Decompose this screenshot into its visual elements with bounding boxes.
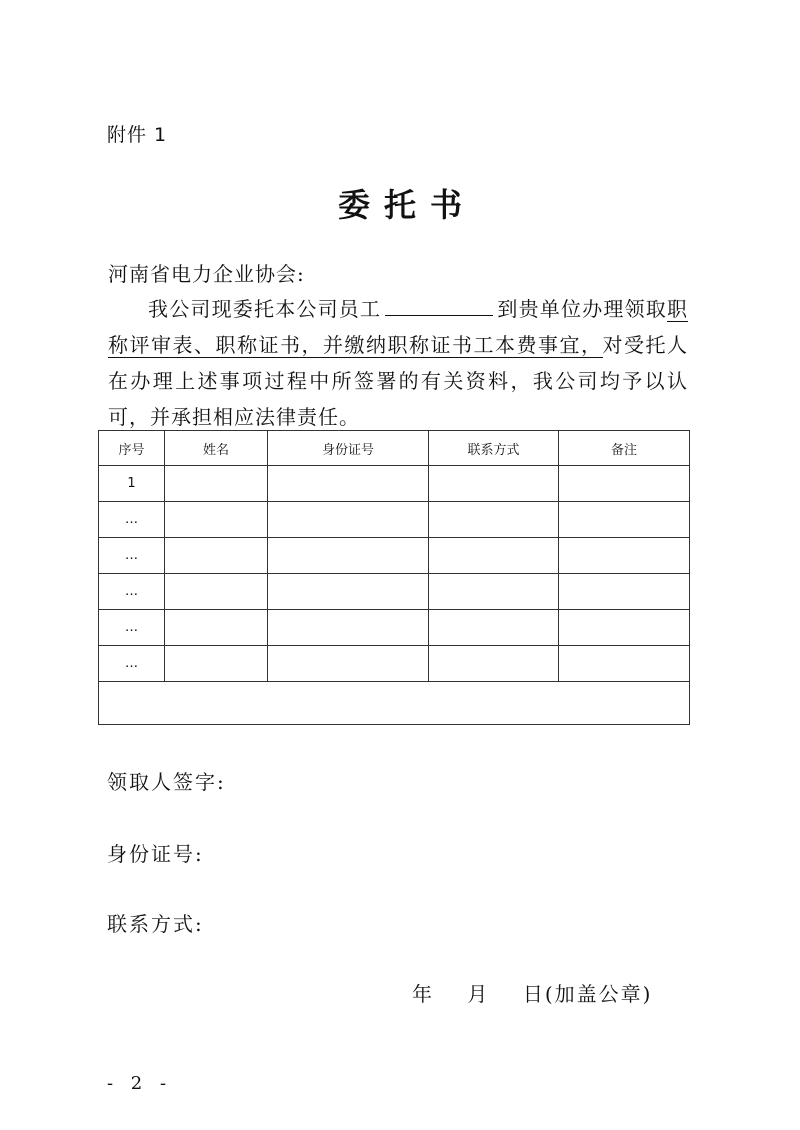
cell-remarks	[559, 646, 690, 682]
body-part-2: 到贵单位办理领取	[497, 297, 668, 321]
cell-index: …	[99, 538, 165, 574]
table-row	[99, 574, 690, 610]
cell-index: …	[99, 502, 165, 538]
cell-name	[165, 610, 268, 646]
employee-name-blank	[385, 295, 493, 316]
header-remarks: 备注	[559, 431, 690, 466]
page-number: - 2 -	[107, 1073, 173, 1094]
table-footer-row	[99, 682, 690, 725]
body-paragraph	[108, 291, 688, 435]
table-row	[99, 610, 690, 646]
receiver-signature-label: 领取人签字:	[107, 770, 226, 794]
cell-name	[165, 466, 268, 502]
cell-contact	[429, 574, 559, 610]
header-id-number: 身份证号	[268, 431, 429, 466]
cell-index: …	[99, 574, 165, 610]
cell-contact	[429, 646, 559, 682]
cell-contact	[429, 610, 559, 646]
cell-index: 1	[99, 466, 165, 502]
id-number-label: 身份证号:	[107, 842, 204, 866]
cell-remarks	[559, 538, 690, 574]
table-footer-cell	[99, 682, 690, 725]
attachment-label: 附件 1	[107, 124, 168, 146]
addressee: 河南省电力企业协会:	[108, 262, 305, 286]
header-index: 序号	[99, 431, 165, 466]
cell-id-number	[268, 502, 429, 538]
cell-id-number	[268, 538, 429, 574]
document-title: 委托书	[337, 186, 476, 224]
cell-remarks	[559, 466, 690, 502]
contact-label: 联系方式:	[107, 912, 204, 936]
table-row	[99, 646, 690, 682]
entrustee-table	[98, 430, 690, 725]
cell-remarks	[559, 574, 690, 610]
body-part-1: 我公司现委托本公司员工	[148, 297, 382, 321]
cell-id-number	[268, 466, 429, 502]
cell-remarks	[559, 502, 690, 538]
cell-index: …	[99, 610, 165, 646]
date-seal-line: 年 月 日(加盖公章)	[412, 982, 653, 1006]
cell-id-number	[268, 646, 429, 682]
cell-contact	[429, 466, 559, 502]
body-part-3: 对受托人在办理上述事项过程中所签署的有关资料，我公司均予以认可，并承担相应法律责任。	[108, 333, 688, 429]
cell-name	[165, 538, 268, 574]
table-header-row	[99, 431, 690, 466]
table-row	[99, 538, 690, 574]
header-name: 姓名	[165, 431, 268, 466]
cell-id-number	[268, 610, 429, 646]
table-row	[99, 502, 690, 538]
cell-contact	[429, 538, 559, 574]
body-underlined-text: 职称评审表、职称证书，并缴纳职称证书工本费事宜，	[108, 297, 689, 357]
header-contact: 联系方式	[429, 431, 559, 466]
cell-contact	[429, 502, 559, 538]
cell-index: …	[99, 646, 165, 682]
cell-name	[165, 502, 268, 538]
cell-remarks	[559, 610, 690, 646]
table-row	[99, 466, 690, 502]
cell-name	[165, 574, 268, 610]
cell-id-number	[268, 574, 429, 610]
cell-name	[165, 646, 268, 682]
